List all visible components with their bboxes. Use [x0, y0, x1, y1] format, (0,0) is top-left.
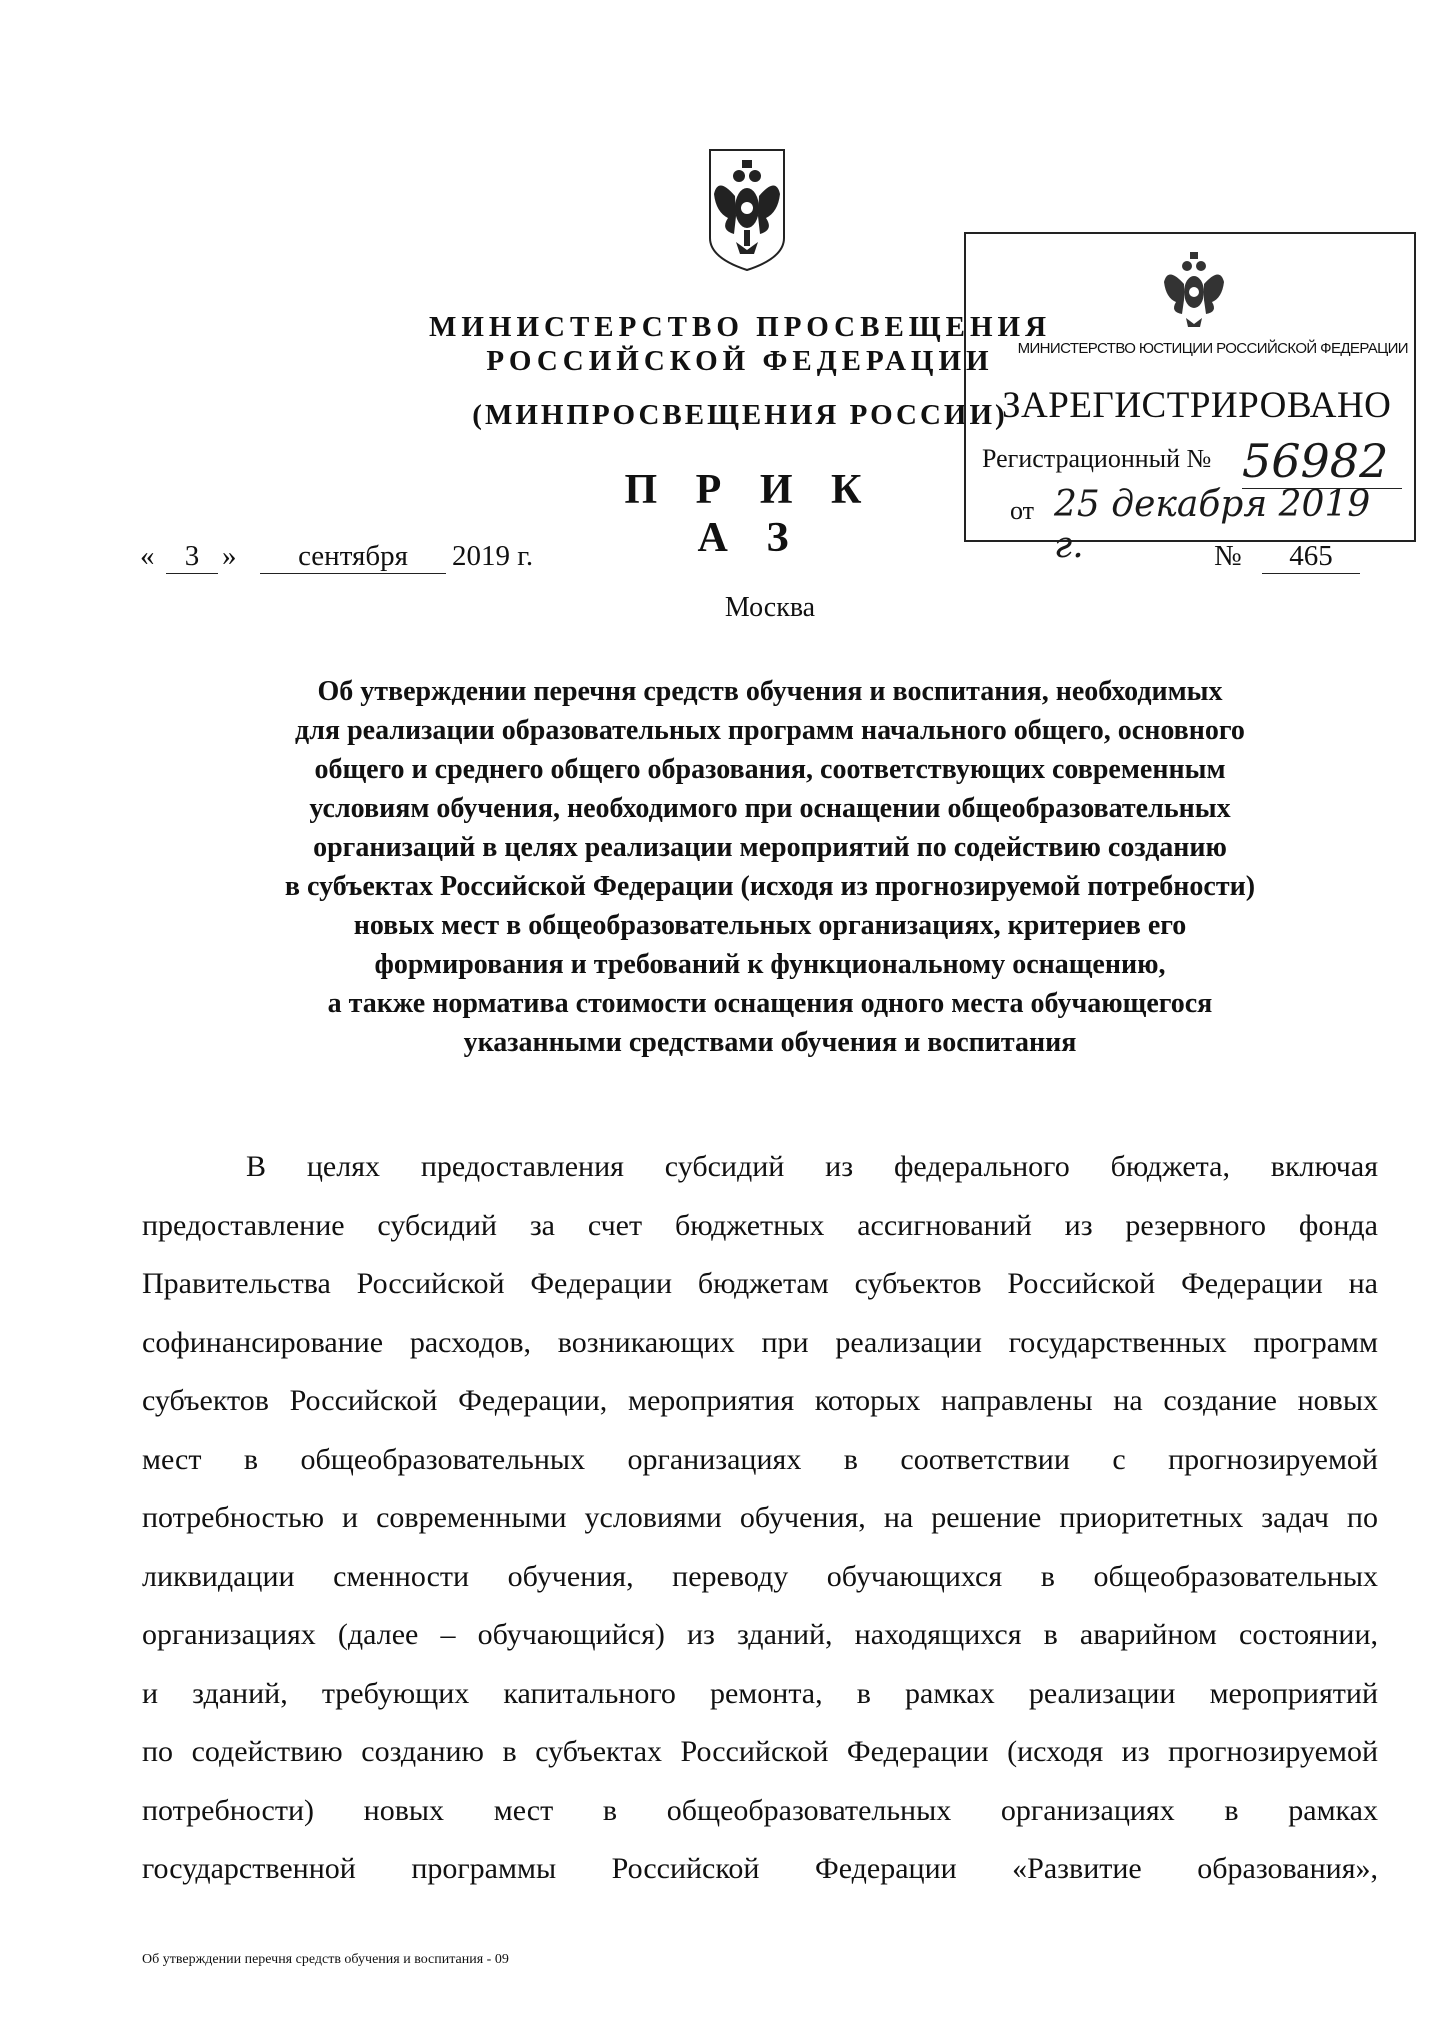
body-line: государственной программы Российской Федерации «Развитие образования»,	[142, 1852, 1378, 1885]
document-type-heading: П Р И К А З	[624, 467, 876, 561]
body-line: субъектов Российской Федерации, мероприятия которых направлены на создание новых	[142, 1384, 1378, 1417]
order-number: 465	[1262, 540, 1360, 574]
body-line: потребностью и современными условиями обучения, на решение приоритетных задач по	[142, 1501, 1378, 1534]
title-line: общего и среднего общего образования, соответствующих современным	[314, 754, 1226, 785]
body-line: предоставление субсидий за счет бюджетных ассигнований из резервного фонда	[142, 1208, 1378, 1242]
ministry-name-line2: РОССИЙСКОЙ ФЕДЕРАЦИИ	[486, 345, 994, 377]
title-line: для реализации образовательных программ начального общего, основного	[295, 715, 1245, 746]
document-title	[120, 672, 1420, 1062]
title-line: Об утверждении перечня средств обучения и воспитания, необходимых	[317, 676, 1223, 707]
title-line: условиям обучения, необходимого при оснащении общеобразовательных	[309, 793, 1231, 824]
stamp-emblem-icon	[1154, 248, 1234, 328]
date-close-quote: »	[222, 540, 237, 572]
stamp-reg-number-label: Регистрационный №	[982, 444, 1212, 473]
title-line: указанными средствами обучения и воспитания	[463, 1027, 1077, 1058]
date-open-quote: «	[140, 540, 155, 572]
title-line: новых мест в общеобразовательных организациях, критериев его	[353, 910, 1187, 941]
body-line: софинансирование расходов, возникающих при реализации государственных программ	[142, 1325, 1378, 1359]
order-number-label: №	[1214, 540, 1242, 572]
body-line: ликвидации сменности обучения, переводу обучающихся в общеобразовательных	[142, 1559, 1378, 1593]
ministry-short-name: (МИНПРОСВЕЩЕНИЯ РОССИИ)	[472, 399, 1008, 431]
title-line: в субъектах Российской Федерации (исходя из прогнозируемой потребности)	[284, 871, 1256, 902]
body-line: Правительства Российской Федерации бюджетам субъектов Российской Федерации на	[142, 1267, 1378, 1300]
stamp-reg-number: 56982	[1242, 434, 1402, 489]
body-line: организациях (далее – обучающийся) из зданий, находящихся в аварийном состоянии,	[142, 1618, 1378, 1651]
body-line: мест в общеобразовательных организациях в соответствии с прогнозируемой	[142, 1442, 1378, 1476]
stamp-ministry-name: МИНИСТЕРСТВО ЮСТИЦИИ РОССИЙСКОЙ ФЕДЕРАЦИИ	[1017, 340, 1408, 357]
body-line: и зданий, требующих капитального ремонта, в рамках реализации мероприятий	[142, 1676, 1378, 1710]
order-day: 3	[166, 540, 218, 574]
order-year: 2019 г.	[452, 540, 534, 572]
body-line: потребности) новых мест в общеобразовательных организациях в рамках	[142, 1793, 1378, 1827]
title-line: а также норматива стоимости оснащения одного места обучающегося	[327, 988, 1213, 1019]
stamp-date-label: от	[1010, 496, 1035, 525]
order-month: сентября	[260, 540, 446, 574]
stamp-registered-label: ЗАРЕГИСТРИРОВАНО	[1002, 385, 1392, 426]
state-emblem-icon	[706, 146, 788, 274]
title-line: формирования и требований к функциональному оснащению,	[374, 949, 1166, 980]
footer-note: Об утверждении перечня средств обучения и воспитания - 09	[142, 1952, 509, 1967]
stamp-date-value: 25 декабря 2019 г.	[1054, 484, 1371, 566]
title-line: организаций в целях реализации мероприятий по содействию созданию	[313, 832, 1227, 863]
ministry-name-line1: МИНИСТЕРСТВО ПРОСВЕЩЕНИЯ	[428, 311, 1052, 343]
document-body	[142, 1138, 1378, 1899]
body-line: В целях предоставления субсидий из федерального бюджета, включая	[246, 1150, 1378, 1183]
city: Москва	[724, 592, 816, 623]
body-line: по содействию созданию в субъектах Российской Федерации (исходя из прогнозируемой	[142, 1735, 1378, 1768]
